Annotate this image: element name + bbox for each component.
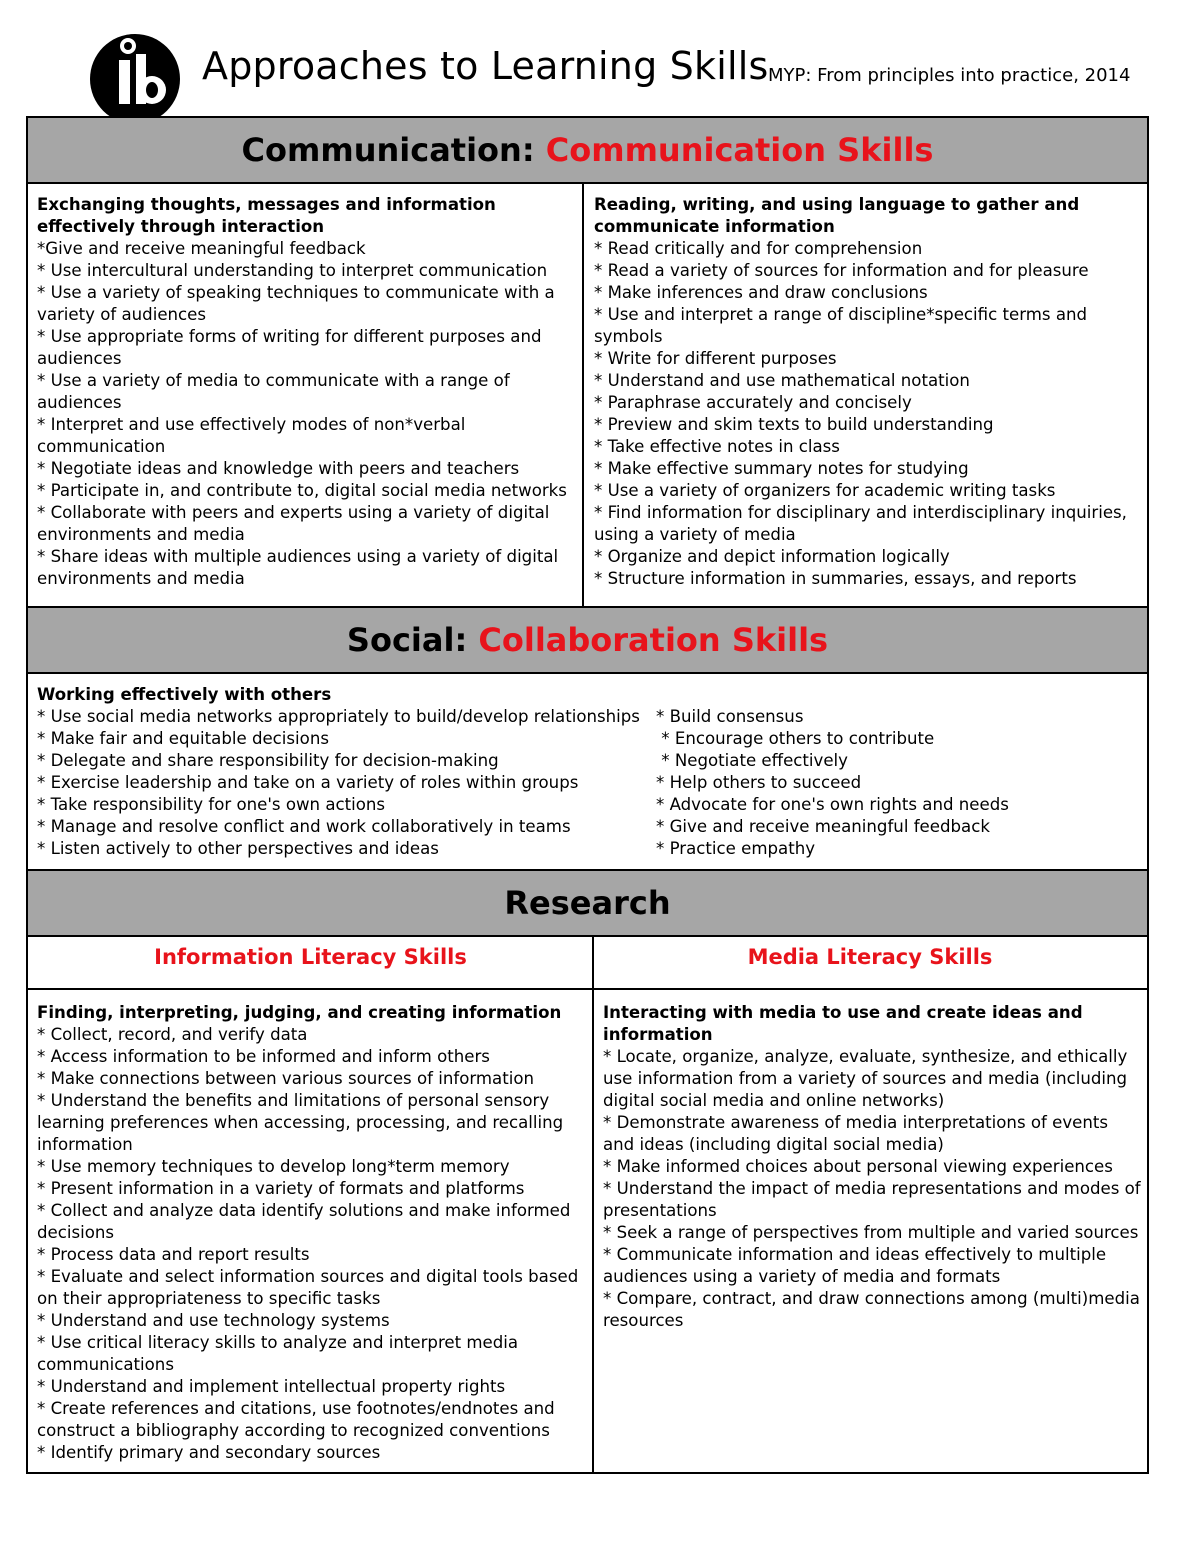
list-item: * Use social media networks appropriately to build/develop relationships [37,707,640,726]
list-item: * Understand and use mathematical notation [594,371,970,390]
list-item: * Manage and resolve conflict and work collaboratively in teams [37,817,571,836]
list-item: * Find information for disciplinary and interdisciplinary inquiries, using a variety of media [594,503,1133,544]
list-item: * Negotiate effectively [656,751,848,770]
research-category: Research [504,884,671,922]
list-item: * Compare, contract, and draw connections among (multi)media resources [603,1289,1146,1330]
research-band [28,869,1147,937]
ib-logo [88,32,182,124]
social-right-cell [656,706,1126,860]
communication-left-list [37,238,583,590]
list-item: * Understand the benefits and limitations of personal sensory learning preferences when accessing, processing, and recalling information [37,1091,569,1154]
communication-right-heading: Reading, writing, and using language to gather and communicate information [594,195,1080,236]
information-literacy-subhead: Information Literacy Skills [154,945,467,969]
social-left-cell [37,684,657,860]
list-item: * Understand and implement intellectual property rights [37,1377,506,1396]
list-item: *Give and receive meaningful feedback [37,239,366,258]
list-item: * Process data and report results [37,1245,310,1264]
list-item: * Read a variety of sources for information and for pleasure [594,261,1089,280]
list-item: * Exercise leadership and take on a variety of roles within groups [37,773,579,792]
skills-table [26,116,1149,1474]
list-item: * Evaluate and select information sources and digital tools based on their appropriateness to specific tasks [37,1267,584,1308]
list-item: * Locate, organize, analyze, evaluate, synthesize, and ethically use information from a variety of sources and media (including digital social media and online networks) [603,1047,1133,1110]
social-heading: Working effectively with others [37,685,332,704]
list-item: * Participate in, and contribute to, digital social media networks [37,481,567,500]
list-item: * Make fair and equitable decisions [37,729,329,748]
list-item: * Take effective notes in class [594,437,840,456]
social-left-list [37,706,657,860]
list-item: * Collaborate with peers and experts using a variety of digital environments and media [37,503,555,544]
list-item: * Use critical literacy skills to analyze and interpret media communications [37,1333,524,1374]
list-item: * Demonstrate awareness of media interpretations of events and ideas (including digital social media) [603,1113,1114,1154]
communication-left-cell [37,194,583,590]
social-category: Social: [346,621,479,659]
list-item: * Use a variety of organizers for academic writing tasks [594,481,1056,500]
list-item: * Interpret and use effectively modes of non*verbal communication [37,415,471,456]
list-item: * Give and receive meaningful feedback [656,817,990,836]
list-item: * Present information in a variety of formats and platforms [37,1179,525,1198]
social-band [28,606,1147,674]
communication-divider [582,184,584,608]
research-left-list [37,1024,585,1464]
list-item: * Share ideas with multiple audiences using a variety of digital environments and media [37,547,564,588]
communication-right-cell [594,194,1144,590]
list-item: * Use a variety of speaking techniques to communicate with a variety of audiences [37,283,560,324]
communication-skill: Communication Skills [545,131,934,169]
list-item: * Build consensus [656,707,804,726]
page-subtitle: MYP: From principles into practice, 2014 [768,65,1131,86]
list-item: * Understand the impact of media representations and modes of presentations [603,1179,1146,1220]
list-item: * Collect, record, and verify data [37,1025,308,1044]
list-item: * Use memory techniques to develop long*term memory [37,1157,510,1176]
research-left-cell [37,1002,585,1464]
communication-right-list [594,238,1144,590]
list-item: * Understand and use technology systems [37,1311,390,1330]
list-item: * Use intercultural understanding to interpret communication [37,261,548,280]
list-item: * Make inferences and draw conclusions [594,283,928,302]
list-item: * Practice empathy [656,839,816,858]
list-item: * Make connections between various sources of information [37,1069,535,1088]
list-item: * Take responsibility for one's own actions [37,795,386,814]
list-item: * Read critically and for comprehension [594,239,923,258]
list-item: * Delegate and share responsibility for decision-making [37,751,499,770]
list-item: * Make effective summary notes for studying [594,459,969,478]
communication-band [28,116,1147,184]
media-literacy-subhead: Media Literacy Skills [747,945,993,969]
list-item: * Use a variety of media to communicate with a range of audiences [37,371,515,412]
list-item: * Structure information in summaries, essays, and reports [594,569,1077,588]
list-item: * Write for different purposes [594,349,837,368]
list-item: * Advocate for one's own rights and needs [656,795,1009,814]
list-item: * Negotiate ideas and knowledge with peers and teachers [37,459,520,478]
research-left-heading: Finding, interpreting, judging, and creating information [37,1003,562,1022]
list-item: * Organize and depict information logically [594,547,950,566]
list-item: * Use and interpret a range of discipline*specific terms and symbols [594,305,1093,346]
research-subhead-divider [28,988,1147,990]
research-divider [592,935,594,1474]
list-item: * Make informed choices about personal viewing experiences [603,1157,1113,1176]
list-item: * Seek a range of perspectives from multiple and varied sources [603,1223,1139,1242]
social-right-list [656,706,1126,860]
list-item: * Access information to be informed and inform others [37,1047,490,1066]
list-item: * Communicate information and ideas effectively to multiple audiences using a variety of media and formats [603,1245,1112,1286]
research-right-heading: Interacting with media to use and create ideas and information [603,1003,1083,1044]
list-item: * Use appropriate forms of writing for different purposes and audiences [37,327,547,368]
list-item: * Listen actively to other perspectives and ideas [37,839,439,858]
communication-left-heading: Exchanging thoughts, messages and information effectively through interaction [37,195,496,236]
list-item: * Encourage others to contribute [656,729,935,748]
list-item: * Create references and citations, use footnotes/endnotes and construct a bibliography according to recognized conventions [37,1399,561,1440]
list-item: * Collect and analyze data identify solutions and make informed decisions [37,1201,576,1242]
research-right-list [603,1046,1146,1332]
research-right-cell [603,1002,1146,1332]
social-skill: Collaboration Skills [478,621,829,659]
communication-category: Communication: [241,131,546,169]
list-item: * Identify primary and secondary sources [37,1443,381,1462]
list-item: * Preview and skim texts to build understanding [594,415,994,434]
list-item: * Help others to succeed [656,773,862,792]
page-title: Approaches to Learning Skills [202,44,769,88]
list-item: * Paraphrase accurately and concisely [594,393,912,412]
